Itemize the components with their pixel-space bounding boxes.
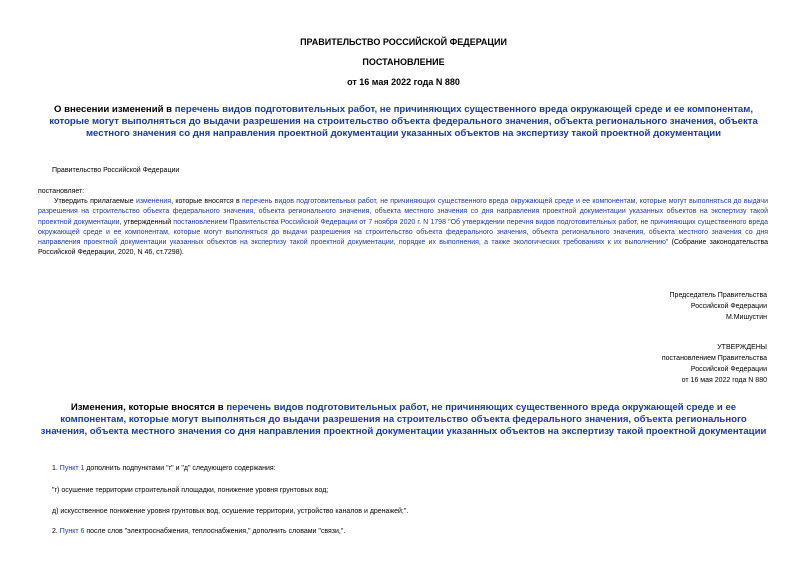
par-text-c: , утвержденный [119, 218, 174, 226]
title-link[interactable]: перечень видов подготовительных работ, не причиняющих существенного вреда окружающей среде и ее компонентам, которые могут выполняться до выдачи разрешения на строительство объекта федерального значения, объекта регионального значения, объекта местного значения со дня направления проектной документации указанных объектов на экспертизу такой проектной документации [49, 104, 758, 139]
point-6-link[interactable]: Пункт 6 [59, 528, 85, 535]
point-1-link[interactable]: Пункт 1 [59, 465, 85, 472]
signature-line-1: Председатель Правительства [669, 292, 767, 299]
title-prefix: О внесении изменений в [53, 104, 175, 115]
par-text-a: Утвердить прилагаемые [54, 198, 136, 205]
signature-block [670, 290, 767, 323]
list-item [52, 465, 276, 472]
decree-link[interactable]: постановлением Правительства Российской Федерации от 7 ноября 2020 г. N 1798 "Об утверждении перечня видов подготовительных работ, не причиняющих существенного вреда окружающей среде и ее компонентам, которые могут выполняться до выдачи разрешения на строительство объекта федерального значения, объекта регионального значения, объекта местного значения со дня направления проектной документации указанных объектов на экспертизу такой проектной документации, порядке их выполнения, а также экологических требованиях к их выполнению" [38, 218, 768, 247]
item-number: 2. [52, 528, 60, 535]
item-text: после слов "электроснабжения, теплоснабжения," дополнить словами "связи,". [84, 528, 346, 535]
par-text-d: (Собрание законодательства Российской Федерации, 2020, N 46, ст.7298). [38, 239, 768, 257]
government-heading: ПРАВИТЕЛЬСТВО РОССИЙСКОЙ ФЕДЕРАЦИИ [300, 37, 507, 47]
item-number: 1. [52, 465, 60, 472]
approval-line-1: УТВЕРЖДЕНЫ [717, 344, 767, 351]
list-item: д) искусственное понижение уровня грунтовых вод, осушение территории, устройство каналов и дренажей;". [52, 508, 409, 515]
government-line: Правительство Российской Федерации [52, 167, 180, 174]
changes-link[interactable]: изменения [135, 198, 172, 205]
signature-line-2: Российской Федерации [690, 303, 767, 310]
document-date: от 16 мая 2022 года N 880 [347, 77, 460, 87]
document-title [40, 104, 767, 140]
signature-line-3: М.Мишустин [725, 314, 767, 321]
par-text-b: , которые вносятся в [171, 198, 243, 205]
approval-line-2: постановлением Правительства [661, 355, 767, 362]
list-item [52, 528, 345, 535]
approval-line-4: от 16 мая 2022 года N 880 [681, 377, 767, 384]
changes-title-prefix: Изменения, которые вносятся в [70, 402, 227, 413]
document-type: ПОСТАНОВЛЕНИЕ [362, 57, 445, 67]
approval-line-3: Российской Федерации [690, 366, 767, 373]
changes-title-link[interactable]: перечень видов подготовительных работ, не причиняющих существенного вреда окружающей среде и ее компонентам, которые могут выполняться до выдачи разрешения на строительство объекта федерального значения, объекта регионального значения, объекта местного значения со дня направления проектной документации указанных объектов на экспертизу такой проектной документации [40, 402, 767, 437]
approval-block [662, 342, 767, 386]
list-item: "г) осушение территории строительной площадки, понижение уровня грунтовых вод; [52, 487, 329, 494]
list-link[interactable]: перечень видов подготовительных работ, не причиняющих существенного вреда окружающей среде и ее компонентам, которые могут выполняться до выдачи разрешения на строительство объекта федерального значения, объекта регионального значения, объекта местного значения со дня направления проектной документации указанных объектов на экспертизу такой проектной документации [38, 198, 768, 226]
changes-title [40, 402, 767, 438]
item-text: дополнить подпунктами "г" и "д" следующего содержания: [84, 465, 276, 472]
resolution-paragraph [38, 197, 768, 259]
resolves-line: постановляет: [38, 188, 85, 195]
